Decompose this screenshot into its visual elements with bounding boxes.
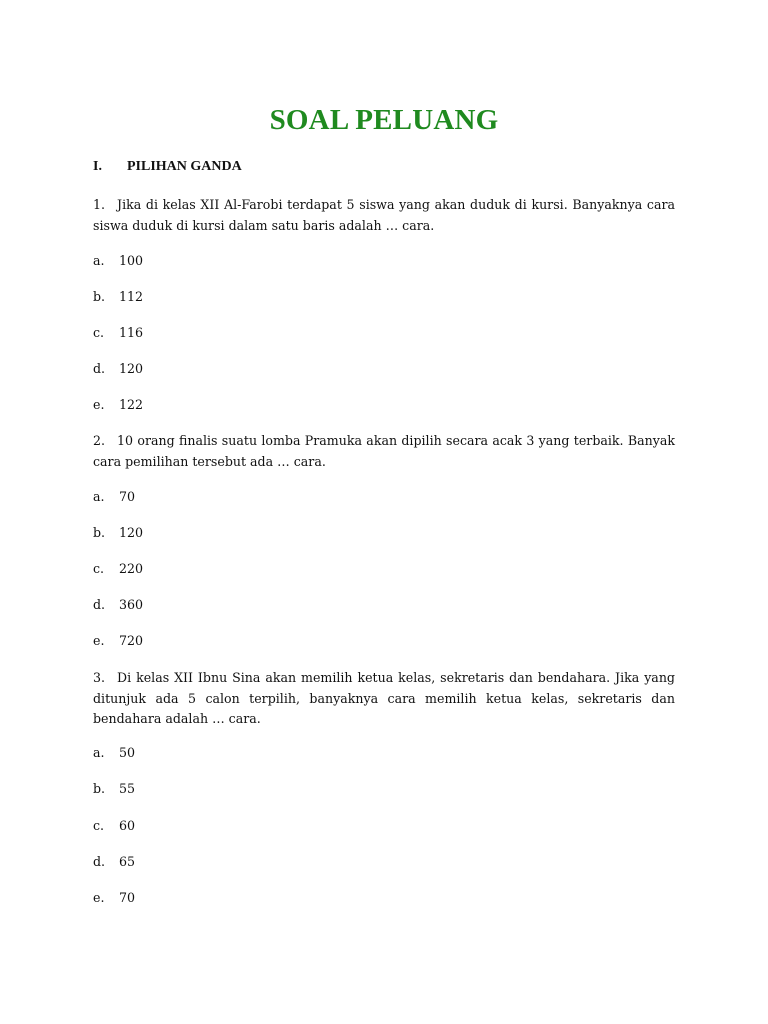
option-letter: a. (93, 489, 105, 504)
question-number: 2. (93, 433, 106, 448)
option-value: 360 (119, 597, 144, 612)
section-label: PILIHAN GANDA (127, 159, 242, 174)
question-text: 10 orang finalis suatu lomba Pramuka akan dipilih secara acak 3 yang terbaik. Banyak cara pemilihan tersebut ada … cara. (93, 433, 675, 469)
option-1e (93, 396, 143, 414)
question-2 (93, 431, 675, 472)
option-1c (93, 324, 143, 342)
option-letter: c. (93, 325, 105, 340)
option-value: 60 (119, 818, 136, 833)
option-letter: d. (93, 361, 106, 376)
option-value: 112 (119, 289, 144, 304)
option-letter: a. (93, 253, 105, 268)
section-number: I. (93, 159, 102, 174)
option-3a (93, 744, 135, 762)
option-2c (93, 560, 143, 578)
option-value: 120 (119, 361, 144, 376)
option-letter: d. (93, 597, 106, 612)
option-value: 122 (119, 397, 144, 412)
option-letter: e. (93, 890, 105, 905)
option-value: 720 (119, 633, 144, 648)
question-1 (93, 195, 675, 236)
question-3 (93, 668, 675, 730)
option-3e (93, 889, 135, 907)
option-letter: b. (93, 289, 106, 304)
option-letter: b. (93, 525, 106, 540)
option-value: 116 (119, 325, 144, 340)
option-2b (93, 524, 143, 542)
option-value: 100 (119, 253, 144, 268)
option-letter: c. (93, 561, 105, 576)
option-value: 120 (119, 525, 144, 540)
option-value: 220 (119, 561, 144, 576)
option-1d (93, 360, 143, 378)
option-3b (93, 780, 135, 798)
option-1a (93, 252, 143, 270)
option-letter: b. (93, 781, 106, 796)
option-letter: e. (93, 397, 105, 412)
option-3d (93, 853, 135, 871)
option-letter: a. (93, 745, 105, 760)
option-2a (93, 488, 135, 506)
question-text: Jika di kelas XII Al-Farobi terdapat 5 siswa yang akan duduk di kursi. Banyaknya cara siswa duduk di kursi dalam satu baris adalah … cara. (93, 197, 675, 233)
option-2d (93, 596, 143, 614)
section-heading (93, 159, 242, 175)
option-value: 70 (119, 890, 136, 905)
question-number: 1. (93, 197, 106, 212)
option-letter: e. (93, 633, 105, 648)
option-value: 70 (119, 489, 136, 504)
option-2e (93, 632, 143, 650)
option-value: 50 (119, 745, 136, 760)
option-letter: d. (93, 854, 106, 869)
option-3c (93, 817, 135, 835)
option-1b (93, 288, 143, 306)
option-value: 65 (119, 854, 136, 869)
option-letter: c. (93, 818, 105, 833)
page-title: SOAL PELUANG (269, 104, 499, 136)
option-value: 55 (119, 781, 136, 796)
question-number: 3. (93, 670, 106, 685)
question-text: Di kelas XII Ibnu Sina akan memilih ketua kelas, sekretaris dan bendahara. Jika yang ditunjuk ada 5 calon terpilih, banyaknya cara memilih ketua kelas, sekretaris dan bendahara adalah … cara. (93, 670, 675, 726)
